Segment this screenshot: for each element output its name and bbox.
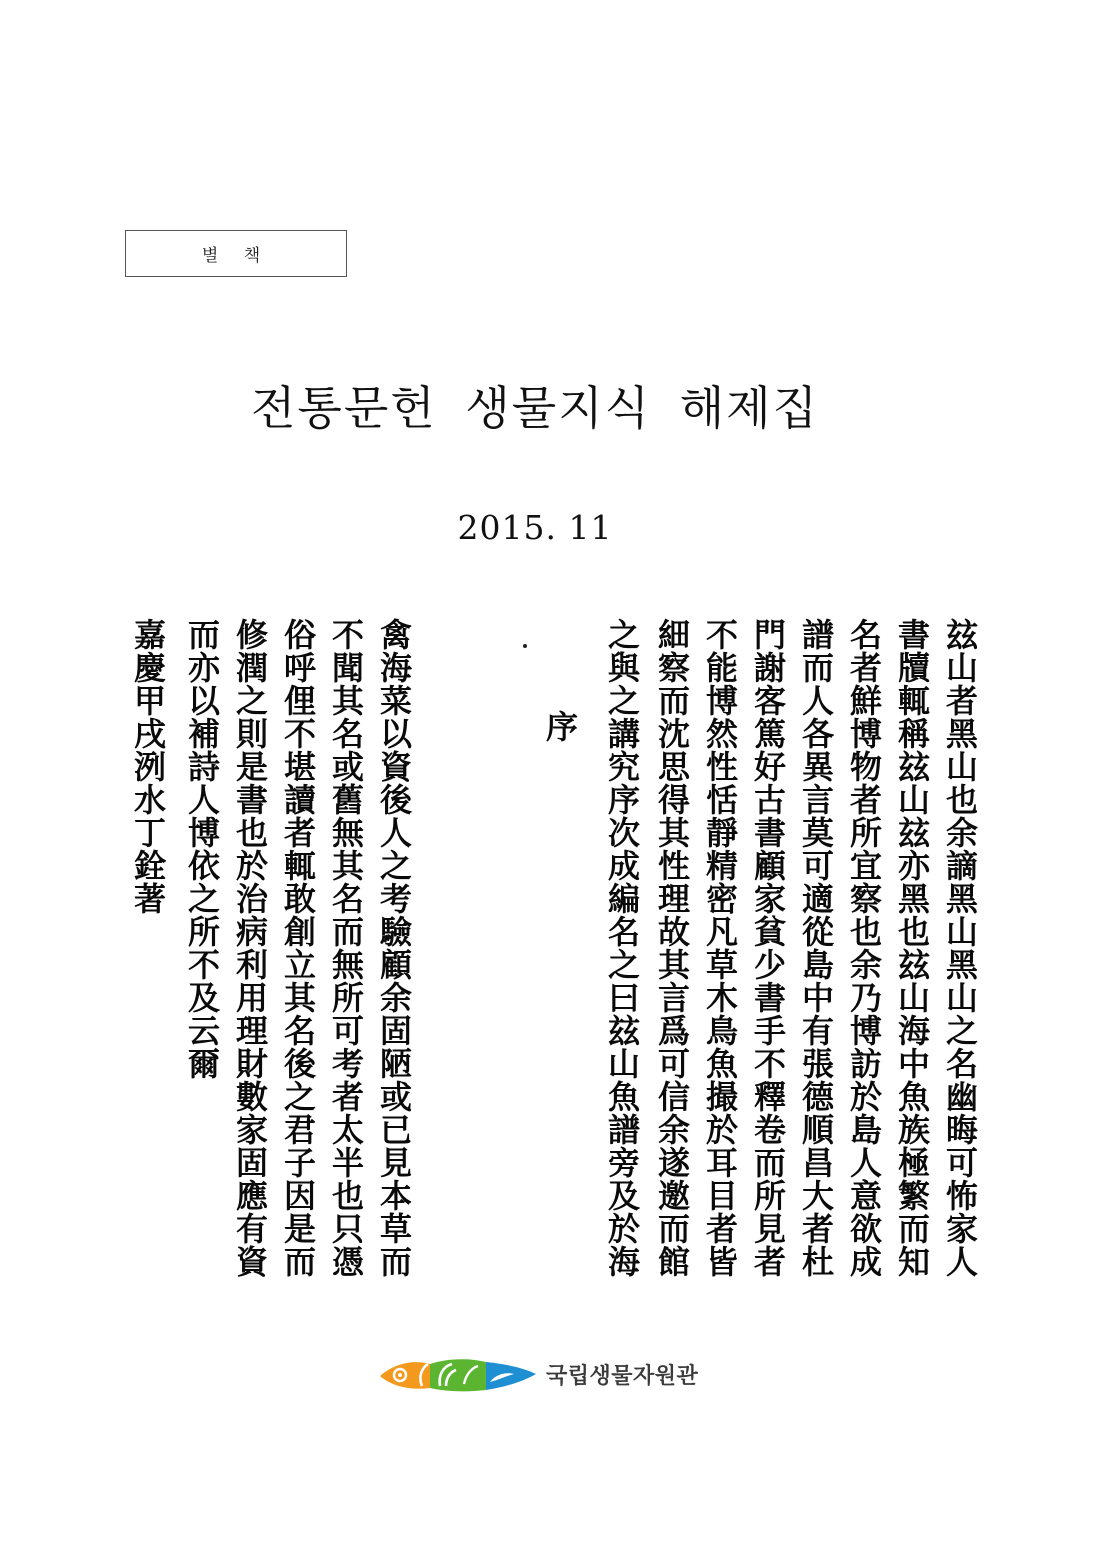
manuscript-column: 名者鮮博物者所宜察也余乃博訪於島人意欲成 [845, 618, 883, 1278]
manuscript-column-signature: 嘉慶甲戌洌水丁銓著 [129, 618, 167, 915]
manuscript-column: 修潤之則是書也於治病利用理財數家固應有資 [231, 618, 269, 1278]
manuscript-column: 不能博然性恬靜精密凡草木鳥魚撮於耳目者皆 [701, 618, 739, 1278]
supplement-label [125, 230, 347, 277]
manuscript-column: 而亦以補詩人博依之所不及云爾 [183, 618, 221, 1080]
manuscript-column: 譜而人各異言莫可適從島中有張德順昌大者杜 [797, 618, 835, 1278]
organization-name: 국립생물자원관 [546, 1363, 699, 1389]
manuscript-column: 玆山者黑山也余謫黑山黑山之名幽晦可怖家人 [941, 618, 979, 1278]
manuscript-column: 禽海菜以資後人之考驗顧余固陋或已見本草而 [375, 618, 413, 1278]
manuscript-column: 之與之講究序次成編名之曰玆山魚譜旁及於海 [603, 618, 641, 1278]
manuscript-column: 書牘輒稱玆山玆亦黑也玆山海中魚族極繁而知 [893, 618, 931, 1278]
manuscript-column: 細察而沈思得其性理故其言爲可信余遂邀而館 [653, 618, 691, 1278]
supplement-label-text: 별 책 [201, 246, 271, 266]
footer-logo [378, 1354, 728, 1394]
document-title: 전통문헌 생물지식 해제집 [250, 381, 820, 435]
publication-date: 2015. 11 [457, 508, 613, 547]
manuscript-image [120, 618, 979, 1278]
manuscript-ink-dot [523, 644, 527, 648]
nibr-logo-icon [378, 1354, 538, 1394]
manuscript-column: 門謝客篤好古書顧家貧少書手不釋卷而所見者 [749, 618, 787, 1278]
manuscript-column-preface: 序 [541, 710, 579, 743]
manuscript-column: 不聞其名或舊無其名而無所可考者太半也只憑 [327, 618, 365, 1278]
manuscript-column: 俗呼俚不堪讀者輒敢創立其名後之君子因是而 [279, 618, 317, 1278]
